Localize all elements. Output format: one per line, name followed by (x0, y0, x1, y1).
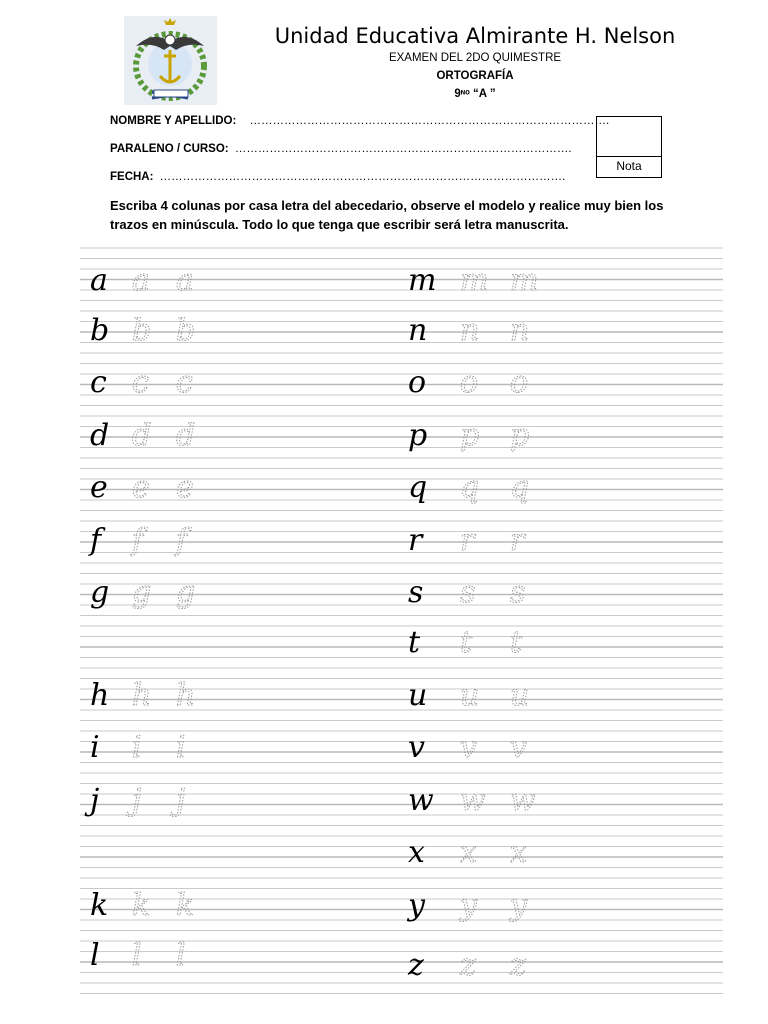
trace-letter-t: t (460, 625, 473, 660)
trace-letter-b: b (132, 313, 152, 348)
subject-title: ORTOGRAFÍA (436, 70, 514, 82)
model-letter-d: d (90, 418, 110, 453)
trace-letter-x: x (460, 835, 477, 870)
model-letter-a: a (90, 263, 108, 298)
date-field-dots: ……………………………………………………………………………………………. (159, 171, 566, 183)
model-letter-m: m (408, 263, 437, 298)
trace-letter-u: u (460, 678, 480, 713)
trace-letter-l: l (132, 938, 142, 973)
model-letter-p: p (408, 418, 428, 453)
model-letter-j: j (90, 783, 100, 818)
trace-letter-o: o (460, 365, 479, 400)
trace-letter-k: k (176, 888, 195, 923)
trace-letter-f: f (176, 523, 188, 558)
trace-letter-m: m (510, 263, 539, 298)
exam-title: EXAMEN DEL 2DO QUIMESTRE (388, 52, 562, 64)
trace-letter-c: c (176, 365, 193, 400)
trace-letter-w: w (510, 783, 536, 818)
trace-letter-h: h (132, 678, 152, 713)
model-letter-b: b (90, 313, 110, 348)
trace-letter-s: s (510, 575, 526, 610)
trace-letter-d: d (176, 418, 196, 453)
course-title: 9ᶰᵒ “A ” (454, 88, 496, 100)
instructions: Escriba 4 colunas por casa letra del abecedario, observe el modelo y realice muy bien los trazos en minúscula. Todo lo que tenga que escribir será letra manuscrita. (110, 198, 664, 232)
trace-letter-t: t (510, 625, 523, 660)
model-letter-t: t (408, 625, 421, 660)
model-letter-u: u (408, 678, 428, 713)
trace-letter-h: h (176, 678, 196, 713)
model-letter-k: k (90, 888, 109, 923)
trace-letter-z: z (510, 948, 526, 983)
trace-letter-z: z (460, 948, 476, 983)
trace-letter-l: l (176, 938, 186, 973)
trace-letter-c: c (132, 365, 149, 400)
trace-letter-v: v (460, 730, 477, 765)
trace-letter-o: o (510, 365, 529, 400)
trace-letter-m: m (460, 263, 489, 298)
model-letter-n: n (408, 313, 428, 348)
trace-letter-n: n (510, 313, 530, 348)
trace-letter-r: r (510, 523, 525, 558)
trace-letter-e: e (132, 470, 150, 505)
trace-letter-w: w (460, 783, 486, 818)
name-field-dots: …………………………………………………………………………………. (249, 115, 610, 127)
course-field-label: PARALENO / CURSO: (110, 143, 229, 155)
model-letter-g: g (90, 575, 110, 610)
trace-letter-x: x (510, 835, 527, 870)
model-letter-o: o (408, 365, 427, 400)
trace-letter-q: q (510, 470, 530, 505)
trace-letter-a: a (132, 263, 150, 298)
trace-letter-p: p (460, 418, 480, 453)
trace-letter-g: g (132, 575, 152, 610)
trace-letter-r: r (460, 523, 475, 558)
model-letter-z: z (408, 948, 424, 983)
model-letter-r: r (408, 523, 423, 558)
trace-letter-e: e (176, 470, 194, 505)
trace-letter-i: i (132, 730, 142, 765)
trace-letter-j: j (176, 783, 186, 818)
trace-letter-k: k (132, 888, 151, 923)
model-letter-s: s (408, 575, 424, 610)
trace-letter-i: i (176, 730, 186, 765)
trace-letter-b: b (176, 313, 196, 348)
grade-label: Nota (616, 159, 642, 173)
name-field-label: NOMBRE Y APELLIDO: (110, 115, 237, 127)
model-letter-y: y (408, 888, 425, 923)
model-letter-h: h (90, 678, 110, 713)
trace-letter-j: j (132, 783, 142, 818)
model-letter-v: v (408, 730, 425, 765)
trace-letter-d: d (132, 418, 152, 453)
trace-letter-p: p (510, 418, 530, 453)
model-letter-x: x (408, 835, 425, 870)
trace-letter-n: n (460, 313, 480, 348)
trace-letter-y: y (460, 888, 477, 923)
model-letter-e: e (90, 470, 108, 505)
trace-letter-f: f (132, 523, 144, 558)
trace-letter-v: v (510, 730, 527, 765)
trace-letter-u: u (510, 678, 530, 713)
model-letter-q: q (408, 470, 428, 505)
model-letter-l: l (90, 938, 100, 973)
school-name: Unidad Educativa Almirante H. Nelson (274, 24, 676, 48)
model-letter-i: i (90, 730, 100, 765)
date-field-label: FECHA: (110, 171, 154, 183)
course-field-dots: ……………………………………………………………………………. (234, 143, 572, 155)
model-letter-c: c (90, 365, 107, 400)
model-letter-f: f (90, 523, 102, 558)
trace-letter-s: s (460, 575, 476, 610)
trace-letter-g: g (176, 575, 196, 610)
trace-letter-a: a (176, 263, 194, 298)
trace-letter-y: y (510, 888, 527, 923)
trace-letter-q: q (460, 470, 480, 505)
model-letter-w: w (408, 783, 434, 818)
